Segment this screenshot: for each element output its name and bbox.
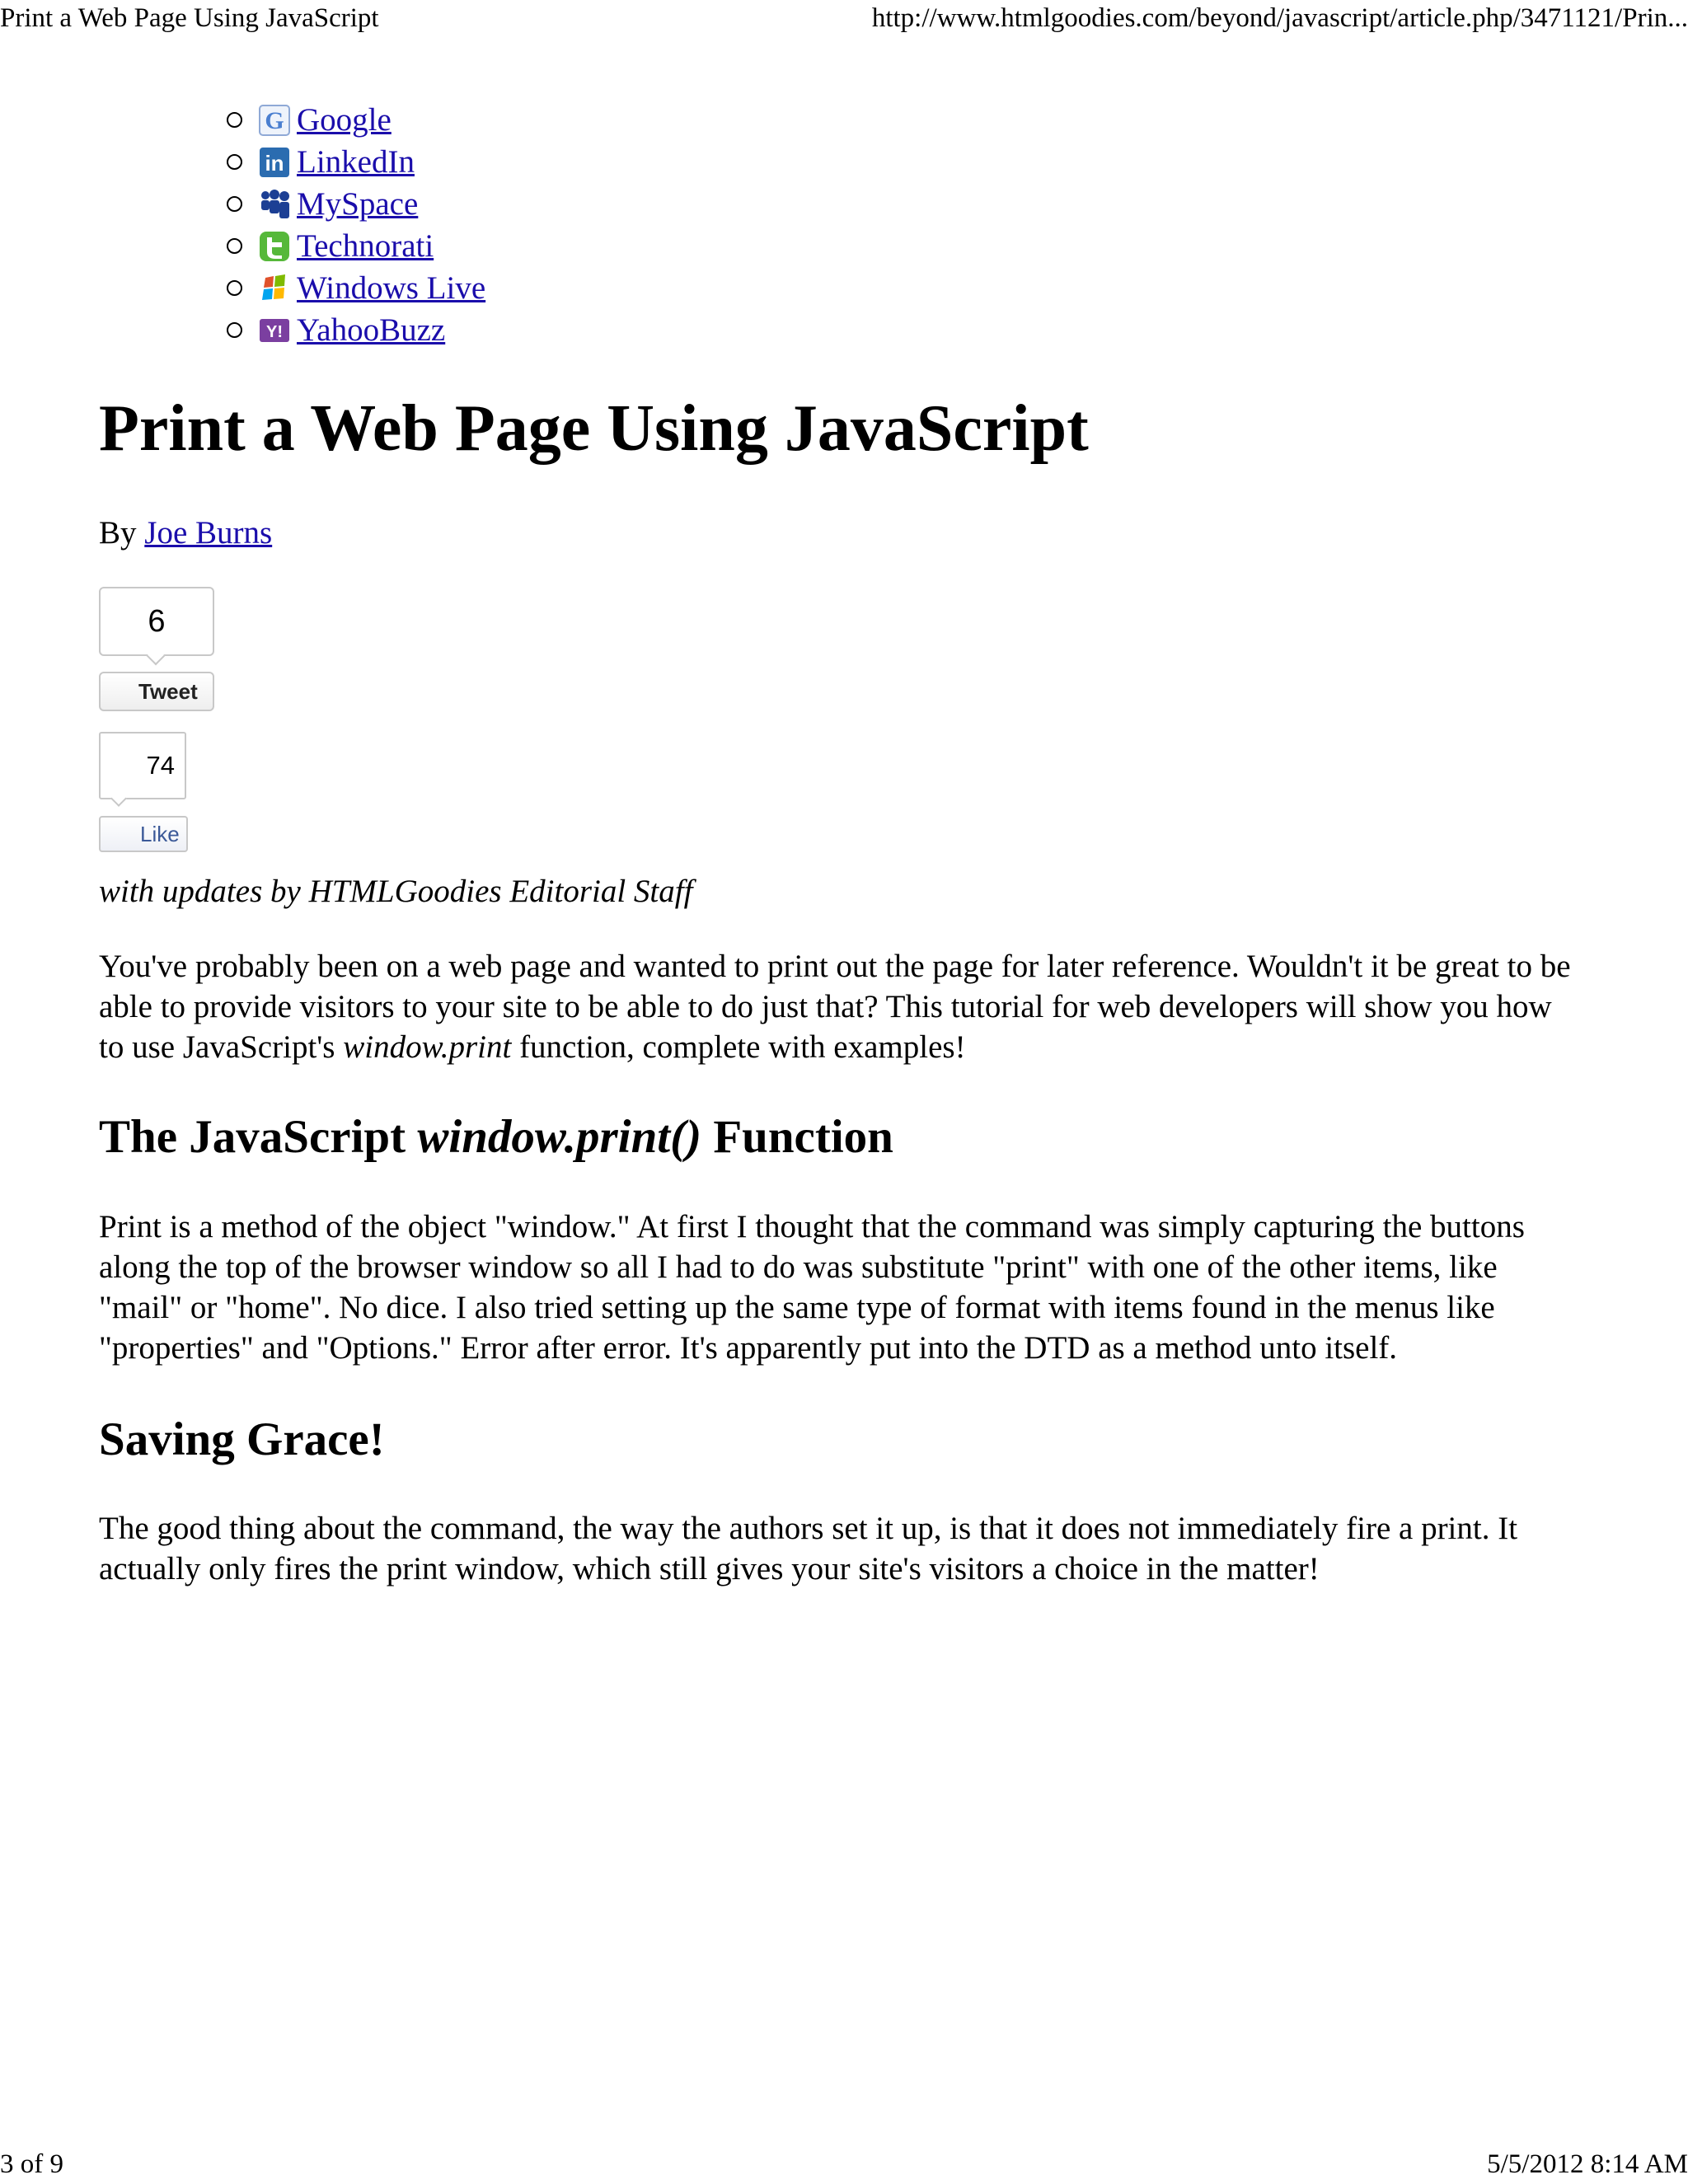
tweet-count-box: 6 [99, 587, 214, 656]
print-footer-datetime: 5/5/2012 8:14 AM [1487, 2149, 1688, 2179]
section2-paragraph: The good thing about the command, the way the authors set it up, is that it does not immediately fire a print. It actually only fires the print window, which still gives your site's visitors a choice in the matter! [99, 1511, 1518, 1586]
share-item-myspace [227, 183, 485, 225]
like-button[interactable]: Like [99, 816, 188, 852]
share-link-windows-live[interactable]: Windows Live [297, 270, 486, 306]
bullet-icon [227, 112, 242, 128]
print-header-title: Print a Web Page Using JavaScript [0, 3, 379, 33]
linkedin-icon [259, 147, 290, 178]
section1-heading-end: Function [701, 1111, 893, 1163]
article-title: Print a Web Page Using JavaScript [99, 392, 1089, 465]
author-link[interactable]: Joe Burns [144, 515, 273, 551]
share-link-google[interactable]: Google [297, 102, 392, 138]
section-heading-window-print [99, 1108, 893, 1166]
intro-paragraph [99, 946, 1582, 1067]
print-header-url: http://www.htmlgoodies.com/beyond/javascript/article.php/3471121/Prin... [871, 3, 1688, 33]
share-item-linkedin [227, 141, 485, 183]
svg-text:G: G [265, 106, 284, 134]
section1-paragraph: Print is a method of the object "window." At first I thought that the command was simply capturing the buttons along the top of the browser window so all I had to do was substitute "print" with one of the other items, like "mail" or "home". No dice. I also tried setting up the same type of format with items found in the menus like "properties" and "Options." Error after error. It's apparently put into the DTD as a method unto itself. [99, 1209, 1525, 1366]
share-link-myspace[interactable]: MySpace [297, 186, 419, 222]
bullet-icon [227, 154, 242, 170]
share-item-yahoobuzz [227, 309, 485, 351]
bullet-icon [227, 280, 242, 296]
updates-note: with updates by HTMLGoodies Editorial Staff [99, 874, 693, 909]
byline-prefix: By [99, 515, 145, 551]
intro-text-end: function, complete with examples! [511, 1029, 966, 1065]
windows-live-icon [259, 273, 290, 304]
yahoobuzz-icon [259, 315, 290, 346]
tweet-button[interactable]: Tweet [99, 672, 214, 711]
share-item-google [227, 99, 485, 141]
intro-code: window.print [343, 1029, 512, 1065]
bullet-icon [227, 196, 242, 212]
share-list [227, 99, 485, 351]
section1-heading-code: window.print() [417, 1111, 702, 1163]
like-count-box: 74 [99, 732, 186, 799]
share-link-technorati[interactable]: Technorati [297, 228, 434, 264]
share-item-technorati [227, 225, 485, 267]
print-footer-page: 3 of 9 [0, 2149, 63, 2179]
google-icon [259, 105, 290, 136]
svg-text:Y!: Y! [266, 322, 283, 341]
svg-text:in: in [265, 150, 284, 176]
myspace-icon [259, 189, 290, 220]
technorati-icon [259, 231, 290, 262]
share-link-yahoobuzz[interactable]: YahooBuzz [297, 312, 446, 348]
section-heading-saving-grace: Saving Grace! [99, 1413, 385, 1465]
bullet-icon [227, 322, 242, 338]
share-link-linkedin[interactable]: LinkedIn [297, 144, 415, 180]
share-item-windows-live [227, 267, 485, 309]
intro-text-start: You've probably been on a web page and wanted to print out the page for later reference. Wouldn't it be great to be able to provide visitors to your site to be able to do just that? This tutorial for web developers will show you how to use JavaScript's [99, 949, 1571, 1065]
bullet-icon [227, 238, 242, 254]
section1-heading-start: The JavaScript [99, 1111, 418, 1163]
byline [99, 513, 272, 554]
